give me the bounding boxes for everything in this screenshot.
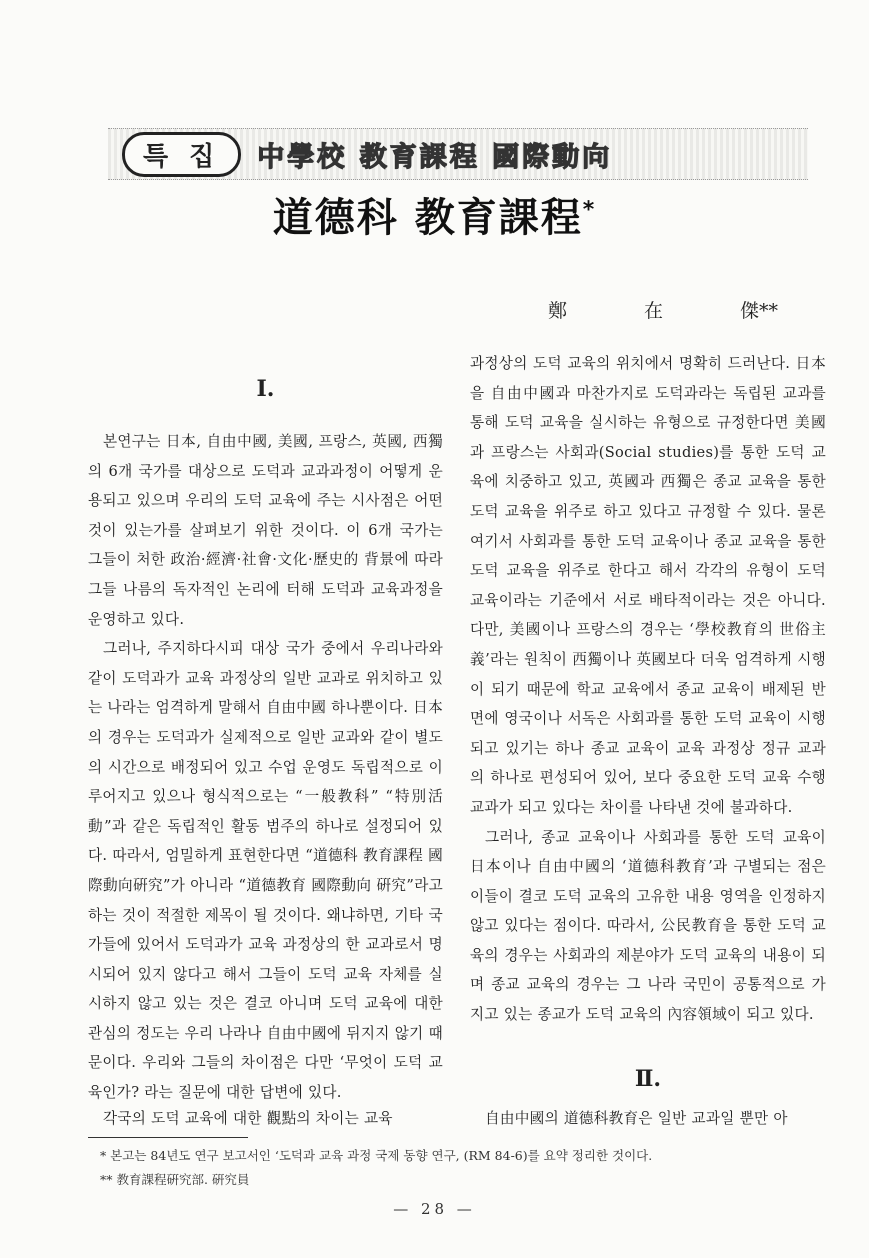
section-heading-2: Ⅱ.: [634, 1066, 662, 1092]
title-footnote-mark: *: [582, 197, 597, 223]
body-paragraph: 과정상의 도덕 교육의 위치에서 명확히 드러난다. 日本을 自由中國과 마찬가지로 도덕과라는 독립된 교과를 통해 도덕 교육을 실시하는 유형으로 규정한다면 美國과 프랑스는 사회과(Social studies)를 통한 도덕 교육에 치중하고 있고, 英國과 西獨은 종교 교육을 통한 도덕 교육을 위주로 하고 있다고 규정할 수 있다. 물론 여기서 사회과를 통한 도덕 교육이나 종교 교육을 통한 도덕 교육을 위주로 한다고 해서 각각의 유형이 도덕 교육이라는 기준에서 서로 배타적이라는 것은 아니다. 다만, 美國이나 프랑스의 경우는 ‘學校教育의 世俗主義’라는 원칙이 西獨이나 英國보다 더욱 엄격하게 시행이 되기 때문에 학교 교육에서 종교 교육이 배제된 반면에 영국이나 서독은 사회과를 통한 도덕 교육이 시행되고 있기는 하나 종교 교육이 교육 과정상 정규 교과의 하나로 편성되어 있어, 보다 중요한 도덕 교육 수행 교과가 되고 있다는 차이를 나타낸 것에 불과하다.: [470, 355, 826, 816]
left-column-last-line: 각국의 도덕 교육에 대한 觀點의 차이는 교육: [103, 1110, 393, 1127]
body-paragraph: 본연구는 日本, 自由中國, 美國, 프랑스, 英國, 西獨의 6개 국가를 대상으로 도덕과 교과과정이 어떻게 운용되고 있으며 우리의 도덕 교육에 주는 시사점은 어떤 것이 있는가를 살펴보기 위한 것이다. 이 6개 국가는 그들이 처한 政治·經濟·社會·文化·歷史的 背景에 따라 그들 나름의 독자적인 논리에 터해 도덕과 교육과정을 운영하고 있다.: [88, 433, 443, 628]
author-char: 在: [643, 300, 663, 322]
series-banner: [108, 128, 808, 180]
body-paragraph: 그러나, 주지하다시피 대상 국가 중에서 우리나라와 같이 도덕과가 교육 과정상의 일반 교과로 위치하고 있는 나라는 엄격하게 말해서 自由中國 하나뿐이다. 日本의 경우는 도덕과가 실제적으로 일반 교과와 같이 별도의 시간으로 배정되어 있고 수업 운영도 독립적으로 이루어지고 있으나 형식적으로는 “一般教科” “特別活動”과 같은 독립적인 활동 범주의 하나로 설정되어 있다. 따라서, 엄밀하게 표현한다면 “道德科 教育課程 國際動向硏究”가 아니라 “道德教育 國際動向 硏究”라고 하는 것이 적절한 제목이 될 것이다. 왜냐하면, 기타 국가들에 있어서 도덕과가 교육 과정상의 한 교과로서 명시되어 있지 않다고 해서 그들이 도덕 교육 자체를 실시하지 않고 있는 것은 결코 아니며 도덕 교육에 대한 관심의 정도는 우리 나라나 自由中國에 뒤지지 않기 때문이다. 우리와 그들의 차이점은 다만 ‘무엇이 도덕 교육인가? 라는 질문에 대한 답변에 있다.: [88, 640, 443, 1102]
right-column: [470, 349, 826, 1030]
footnote-1: * 본고는 84년도 연구 보고서인 ‘도덕과 교육 과정 국제 동향 연구, (RM 84-6)를 요약 정리한 것이다.: [100, 1148, 653, 1163]
right-column-last-line: 自由中國의 道德科教育은 일반 교과일 뿐만 아: [485, 1110, 788, 1127]
author-char: 傑**: [739, 300, 778, 322]
footnote-divider: [88, 1137, 248, 1138]
body-paragraph: 그러나, 종교 교육이나 사회과를 통한 도덕 교육이 日本이나 自由中國의 ‘道德科教育’과 구별되는 점은 이들이 결코 도덕 교육의 고유한 내용 영역을 인정하지 않고 있다는 점이다. 따라서, 公民教育을 통한 도덕 교육의 경우는 사회과의 제분야가 도덕 교육의 내용이 되며 종교 교육의 경우는 그 나라 국민이 공통적으로 가지고 있는 종교가 도덕 교육의 內容領域이 되고 있다.: [470, 828, 826, 1024]
author-name: [548, 296, 778, 323]
author-char: 鄭: [548, 300, 568, 322]
series-label: 특 집: [122, 132, 241, 177]
article-title: [0, 186, 869, 243]
footnote-2: ** 教育課程硏究部. 硏究員: [100, 1172, 250, 1187]
series-title: 中學校 教育課程 國際動向: [257, 141, 613, 173]
page-number: — 28 —: [393, 1200, 476, 1218]
section-heading-1: I.: [256, 376, 275, 402]
article-title-text: 道德科 教育課程: [272, 195, 583, 241]
left-column: [88, 427, 443, 1108]
